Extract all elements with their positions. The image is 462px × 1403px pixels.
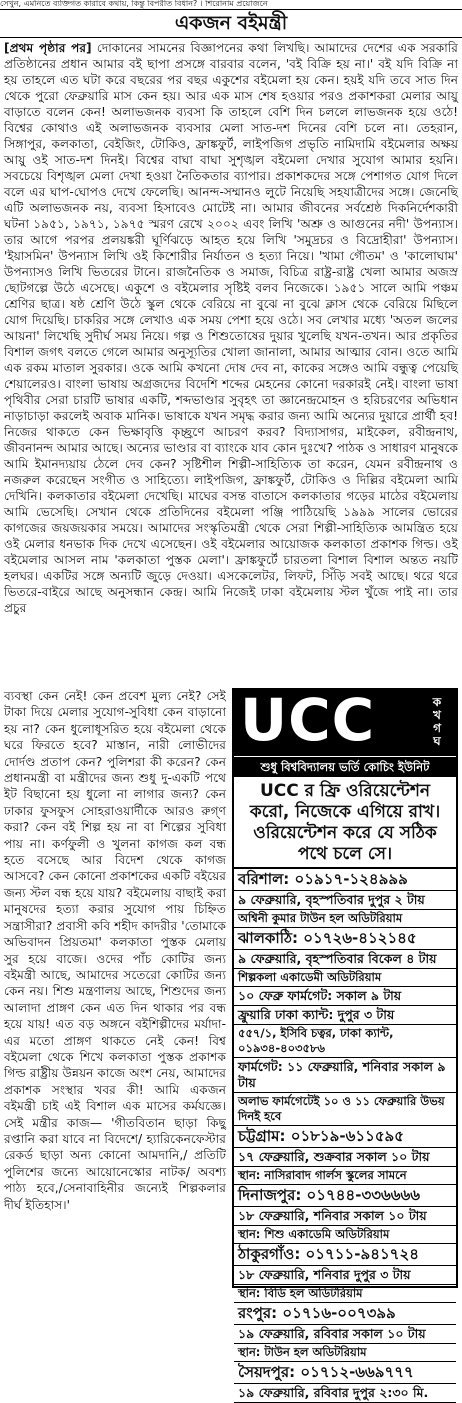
ad-venue: স্থান: শিশু একাডেমি অডিটরিয়াম [234,1226,456,1244]
ad-schedule-list [234,869,456,1403]
ad-venue: স্থান: নাসিরাবাদ গার্লস স্কুলের সামনে [234,1167,456,1185]
article-body-full-width [4,40,458,616]
ad-branch-phone: দিনাজপুর: ০১৭৪৪-৩৩৬৬৬৬ [234,1185,456,1207]
article-text: দোকানের সামনের বিজ্ঞাপনের কথা লিখছি। আমাদের দেশের এক সরকারি প্রতিষ্ঠানের প্রধান আমার বই ছাপা প্রসঙ্গে বারবার বলেন, 'বই বিক্রি হয় না।' বই যদি বিক্রি না হয় তাহলে এত ঘটা করে বছরের পর বছর একুশের বইমেলা হয় কেন। হয়ই যদি তবে সাত দিন থেকে পুরো ফেব্রুয়ারি মাস কেন হয়। আর এক মাস শেষ হওয়ার পরও প্রকাশকরা মেলার আয়ু বাড়াতে বলেন কেন! অলাভজনক ব্যবসা কি তাহলে বেশি দিন চললে লাভজনক হয়ে ওঠে! বিশ্বের কোথাও এই অলাভজনক ব্যবসার মেলা সাত-দশ দিনের বেশি চলে না। তেহরান, সিঙ্গাপুর, কলকাতা, বেইজিং, টোকিও, ফ্রাঙ্কফুর্ট, লাইপজিগ প্রভৃতি নামিদামি বইমেলার অক্ষয় আয়ু ওই সাত-দশ দিনই। বিশ্বের বাঘা বাঘা সুশৃঙ্খল বইমেলা দেখার সুযোগ আমার হয়নি। সবচেয়ে বিশৃঙ্খল মেলা দেখা হওয়া নৈতিকতার ব্যাপার। প্রকাশকদের সঙ্গে পেশাগত যোগ দিলে বলে এর ঘাপ-ঘোপও দেখে ফেলেছি। আনন্দ-সম্মানও লুটে নিয়েছি সহযাত্রীদের সঙ্গে। জেনেছি এটি অলাভজনক নয়, ব্যবসা হিসাবেও মোটেই না। আমার জীবনের সর্বশ্রেষ্ঠ দিকনির্দেশকারী ঘটনা ১৯৫১, ১৯৭১, ১৯৭৫ স্মরণ রেখে ২০০২ এবং লিখি 'অশ্রু ও আগুনের নদী' উপন্যাস। তার আগে পরপর প্রলয়ঙ্করী ঘূর্ণিঝড়ে আহত হয়ে লিখি 'সমুদ্রচর ও বিদ্রোহীরা' উপন্যাস। 'ইয়াসমিন' উপন্যাস লিখি ওই কিশোরীর নির্যাতন ও হত্যা নিয়ে। 'খামা গৌতম' ও 'কালোঘাম' উপন্যাসও লিখি ভিতরের টানে। রাজনৈতিক ও সমাজ, বিচিত্র রাষ্ট্র-রাষ্ট্র খেলা আমার অজস্র ছোটগল্পে উঠে এসেছে। একুশে ও বইমেলার সৃষ্টিই বলব নিজেকে। ১৯৫১ সালে আমি পঞ্চম শ্রেণির ছাত্র। ষষ্ঠ শ্রেণি উঠে স্কুল থেকে বেরিয়ে না বুঝে না বুঝে ক্লাস থেকে বেরিয়ে মিছিলে যোগ দিয়েছি। চাকরির সঙ্গে লেখাও এক সময় পেশা হয়ে ওঠে। সব লেখার মধ্যে 'অতল জলের আয়না' লিখেছি সুদীর্ঘ সময় নিয়ে। গল্প ও শিশুতোষের দুয়ার খুলেছি যখন-তখন। আর প্রকৃতির বিশাল জগৎ বলতে গেলে আমার অনুস্যূতির খোলা জানালা, আমার আত্মার বোন। ওতে আমি এক রকম মাতাল সুরকার। ওকে আমি কখনো দোষ দেব না, কাকের সঙ্গেও আমি বন্ধুত্ব পেয়েছি শেয়ালেরও। বাংলা ভাষায় অগ্রজদের বিদেশি শব্দের মেহনের কোনো দরকারই নেই। বাংলা ভাষা পৃথিবীর সেরা চারটি ভাষার একটি, শব্দভাণ্ডার সুবৃহৎ তা জ্ঞানেন্দ্রমোহন ও হরিচরণের অভিধান নাড়াচাড়া করলেই অবাক মানিক। ভাষাকে যখন সমৃদ্ধ করার জন্য আমি অন্যের দুয়ারে প্রার্থী হব! নিজের থাকতে কেন ভিক্ষাবৃত্তি কৃচ্ছ্রণে আচরণ করব? বিদ্যাসাগর, মাইকেল, রবীন্দ্রনাথ, জীবনানন্দ আমার আছে। অন্যের ভাণ্ডার বা ব্যাংকে যাব কোন দুঃখে? পাঠক ও সাধারণ মানুষকে আমি ইমানদ্যয়ায় ঠেলে দেব কেন? সৃষ্টিশীল শিল্পী-সাহিত্যিক তা করেন, যেমন রবীন্দ্রনাথ ও নজরুল করেছেন সংগীত ও সাহিত্যে। লাইপজিগ, ফ্রাঙ্কফুর্ট, টোকিও ও দিল্লির বইমেলা আমি দেখিনি। কলকাতার বইমেলা দেখেছি। মাঘের বসন্ত বাতাসে কলকাতার গড়ের মাঠের বইমেলায় আমি ভেসেছি। সেখান থেকে প্রতিদিনের বইমেলা পঞ্জি পাঠিয়েছি ১৯৯৯ সালের ভোরের কাগজের জয়জয়কার সময়ে। আমাদের সংস্কৃতিমন্ত্রী থেকে সেরা শিল্পী-সাহিত্যিক আমন্ত্রিত হয়ে ওই মেলার ধনভাক দিক দেখে এসেছেন। ওই বইমেলার আয়োজক কলকাতা প্রকাশক গিল্ড। ওই বইমেলার আসল নাম 'কলকাতা পুস্তক মেলা'। ফ্রাঙ্কফুর্টে চারতলা বিশাল বিশাল অন্তত নয়টি হলঘর। একটির সঙ্গে অন্যটি জুড়ে দেওয়া। এসকেলেটর, লিফট, সিঁড়ি সবই আছে। থরে থরে ভিতরে-বাইরে আছে অনুসন্ধান কেন্দ্র। আমি নিজেই ঢাকা বইমেলায় স্টল খুঁজে পাই না। তার প্রচুর [4,41,459,615]
article-column-text: ব্যবস্থা কেন নেই! কেন প্রবেশ মুল্য নেই? সেই টাকা দিয়ে মেলার সুযোগ-সুবিধা কেন বাড়ানো হয় না? কেন ধুলোধূসরিত হয়ে বইমেলা থেকে ঘরে ফিরতে হবে? মাস্তান, নারী লোভীদের দোর্দণ্ড প্রতাপ কেন? পুলিশরা কী করেন? কেন প্রধানমন্ত্রী বা মন্ত্রীদের জন্য শুধু দু-একটি পথে ইট বিছানো হয় ধুলো না লাগার জন্য? কেন ঢাকার ফুসফুস সোহরাওয়ার্দীকে আরও রুগ্ণ করা? কেন বই শিল্প হয় না বা শিল্পের সুবিধা পায় না। কর্ণফুলী ও খুলনা কাগজ কল বন্ধ হতে বসেছে আর বিদেশ থেকে কাগজ আসবে? কেন কোনো প্রকাশকের একটি বইয়ের জন্য স্টল বন্ধ হয়ে যায়? বইমেলায় বাছাই করা মানুষদের হত্যা করার সুযোগ পায় চিহ্নিত সন্ত্রাসীরা? প্রবাসী কবি শহীদ কাদরীর 'তোমাকে অভিবাদন প্রিয়তমা' কলকাতা পুস্তক মেলায় সুর হয়ে বাজে। ওদের পাঁচ কোটির জন্য বইমন্ত্রী আছে, আমাদের সতেরো কোটির জন্য কেন নয়। শিশু মন্ত্রণালয় আছে, শিশুদের জন্য আলাদা প্রাঙ্গণ কেন এত দিন থাকার পর বন্ধ হয়ে যায়! এত বড় অঙ্গনে বইশিল্পীদের মর্যাদা-এর মতো প্রাঙ্গণ থাকতে নেই কেন! বিশ্ব বইমেলা থেকে শিখে কলকাতা পুস্তক প্রকাশক গিল্ড রাষ্ট্রীয় উন্নয়ন কাজে অংশ নেয়, আমাদের প্রকাশক সংস্থার খবর কী! আমি একজন বইমন্ত্রী চাই এই বিশাল এক মাসের কর্মযজ্ঞে। সেই মন্ত্রীর কাজ— 'গীতবিতান ছাড়া কিছু রপ্তানি করা যাবে না বিদেশে/ হ্যারিকেনফেস্টার রেকর্ড ছাড়া অন্য কোনো আমদানি,/ প্রতিটি পুলিশের জন্যে আয়োনেস্কোর নাটক/ অবশ্য পাঠ্য হবে,/সেনাবাহিনীর জন্যেই শিল্পকলার দীর্ঘ ইতিহাস।' [4,689,226,1212]
ad-session-time: ১০ ফেব্রু ফার্মগেট: সকাল ৯ টায় [234,987,456,1006]
continuation-label: [প্রথম পৃষ্ঠার পর] [4,41,92,55]
ad-session-time: ফার্মগেট: ১১ ফেব্রুয়ারি, শনিবার সকাল ৯ টায় [234,1058,456,1093]
ad-branch-phone: চট্টগ্রাম: ০১৮১৯-৬১১৫৯৫ [234,1126,456,1148]
unit-mark: ক [432,695,442,709]
ad-venue: অলাভ ফার্মগেটেই ১০ ও ১১ ফেব্রুয়ারি উভয় দিনই হবে [234,1093,456,1126]
ad-venue: শিল্পকলা একাডেমী অডিটরিয়াম [234,969,456,987]
ad-session-time: ১৯ ফেব্রুয়ারি, রবিবার দুপুর ২:৩০ মি. [234,1384,456,1403]
ad-venue: অশ্বিনী কুমার টাউন হল অডিটরিয়াম [234,910,456,928]
ad-venue: স্থান: টাউন হল অডিটরিয়াম [234,1344,456,1362]
ad-session-time: ফ্রুয়ারি ঢাকা ক্যান্ট: দুপুর ৩ টায় [234,1006,456,1025]
article-body-column [4,688,226,1213]
ad-session-time: ১৯ ফেব্রুয়ারি, রবিবার সকাল ১০ টায় [234,1325,456,1344]
headline-divider [0,37,462,38]
ad-session-time: ৯ ফেব্রুয়ারি, বৃহস্পতিবার দুপুর ২ টায় [234,891,456,910]
ucc-advertisement [232,686,458,1400]
unit-mark: ঘ [433,734,441,748]
ad-slogan: UCC র ফ্রি ওরিয়েন্টেশন করো, নিজেকে এগিয়ে রাখ। ওরিয়েন্টেশন করে যে সঠিক পথে চলে সে। [234,777,456,869]
article-headline: একজন বইমন্ত্রী [174,12,288,34]
ad-session-time: ১৮ ফেব্রুয়ারি, শনিবার সকাল ১০ টায় [234,1207,456,1226]
ad-venue: স্থান: বিডি হল অডিটরিয়াম [234,1285,456,1303]
ad-branch-phone: সৈয়দপুর: ০১৭১২-৬৬৯৭৭৭ [234,1362,456,1384]
article-paragraph [4,40,458,616]
ad-session-time: ১৭ ফেব্রুয়ারি, শুক্রবার সকাল ১০ টায় [234,1148,456,1167]
ad-tagline: শুধু বিশ্ববিদ্যালয় ভর্তি কোচিং ইউনিট [234,756,456,777]
ad-venue: ৫৫৭/১, ইসিবি চত্বর, ঢাকা ক্যান্ট, ০১৯৩৪-৪০৩৫৮৬ [234,1025,456,1058]
ad-branch-phone: রংপুর: ০১৭১৬-০০৭৩৯৯ [234,1303,456,1325]
ad-branch-phone: বরিশাল: ০১৯১৭-১২৪৯৯৯ [234,869,456,891]
unit-mark: গ [433,721,441,735]
ad-branch-phone: ঝালকাঠি: ০১৭২৬-৪১২১৪৫ [234,928,456,950]
ad-session-time: ১৮ ফেব্রুয়ারি, শনিবার দুপুর ৩ টায় [234,1266,456,1285]
ad-branch-phone: ঠাকুরগাঁও: ০১৭১১-৯৪১৭২৪ [234,1244,456,1266]
unit-mark: খ [433,708,441,722]
unit-marks [424,696,450,748]
ucc-logo: UCC [240,686,376,754]
previous-article-strip: সেখুন, এমনিতে ব্যক্তিগত কারাবে কথায়, কিন্তু বিপরীত বিধান? । শিরোনাম প্রয়োজনে [0,0,268,8]
ad-session-time: ৯ ফেব্রুয়ারি, বৃহস্পতিবার বিকেল ৪ টায় [234,950,456,969]
ad-brand-bar [234,686,456,756]
